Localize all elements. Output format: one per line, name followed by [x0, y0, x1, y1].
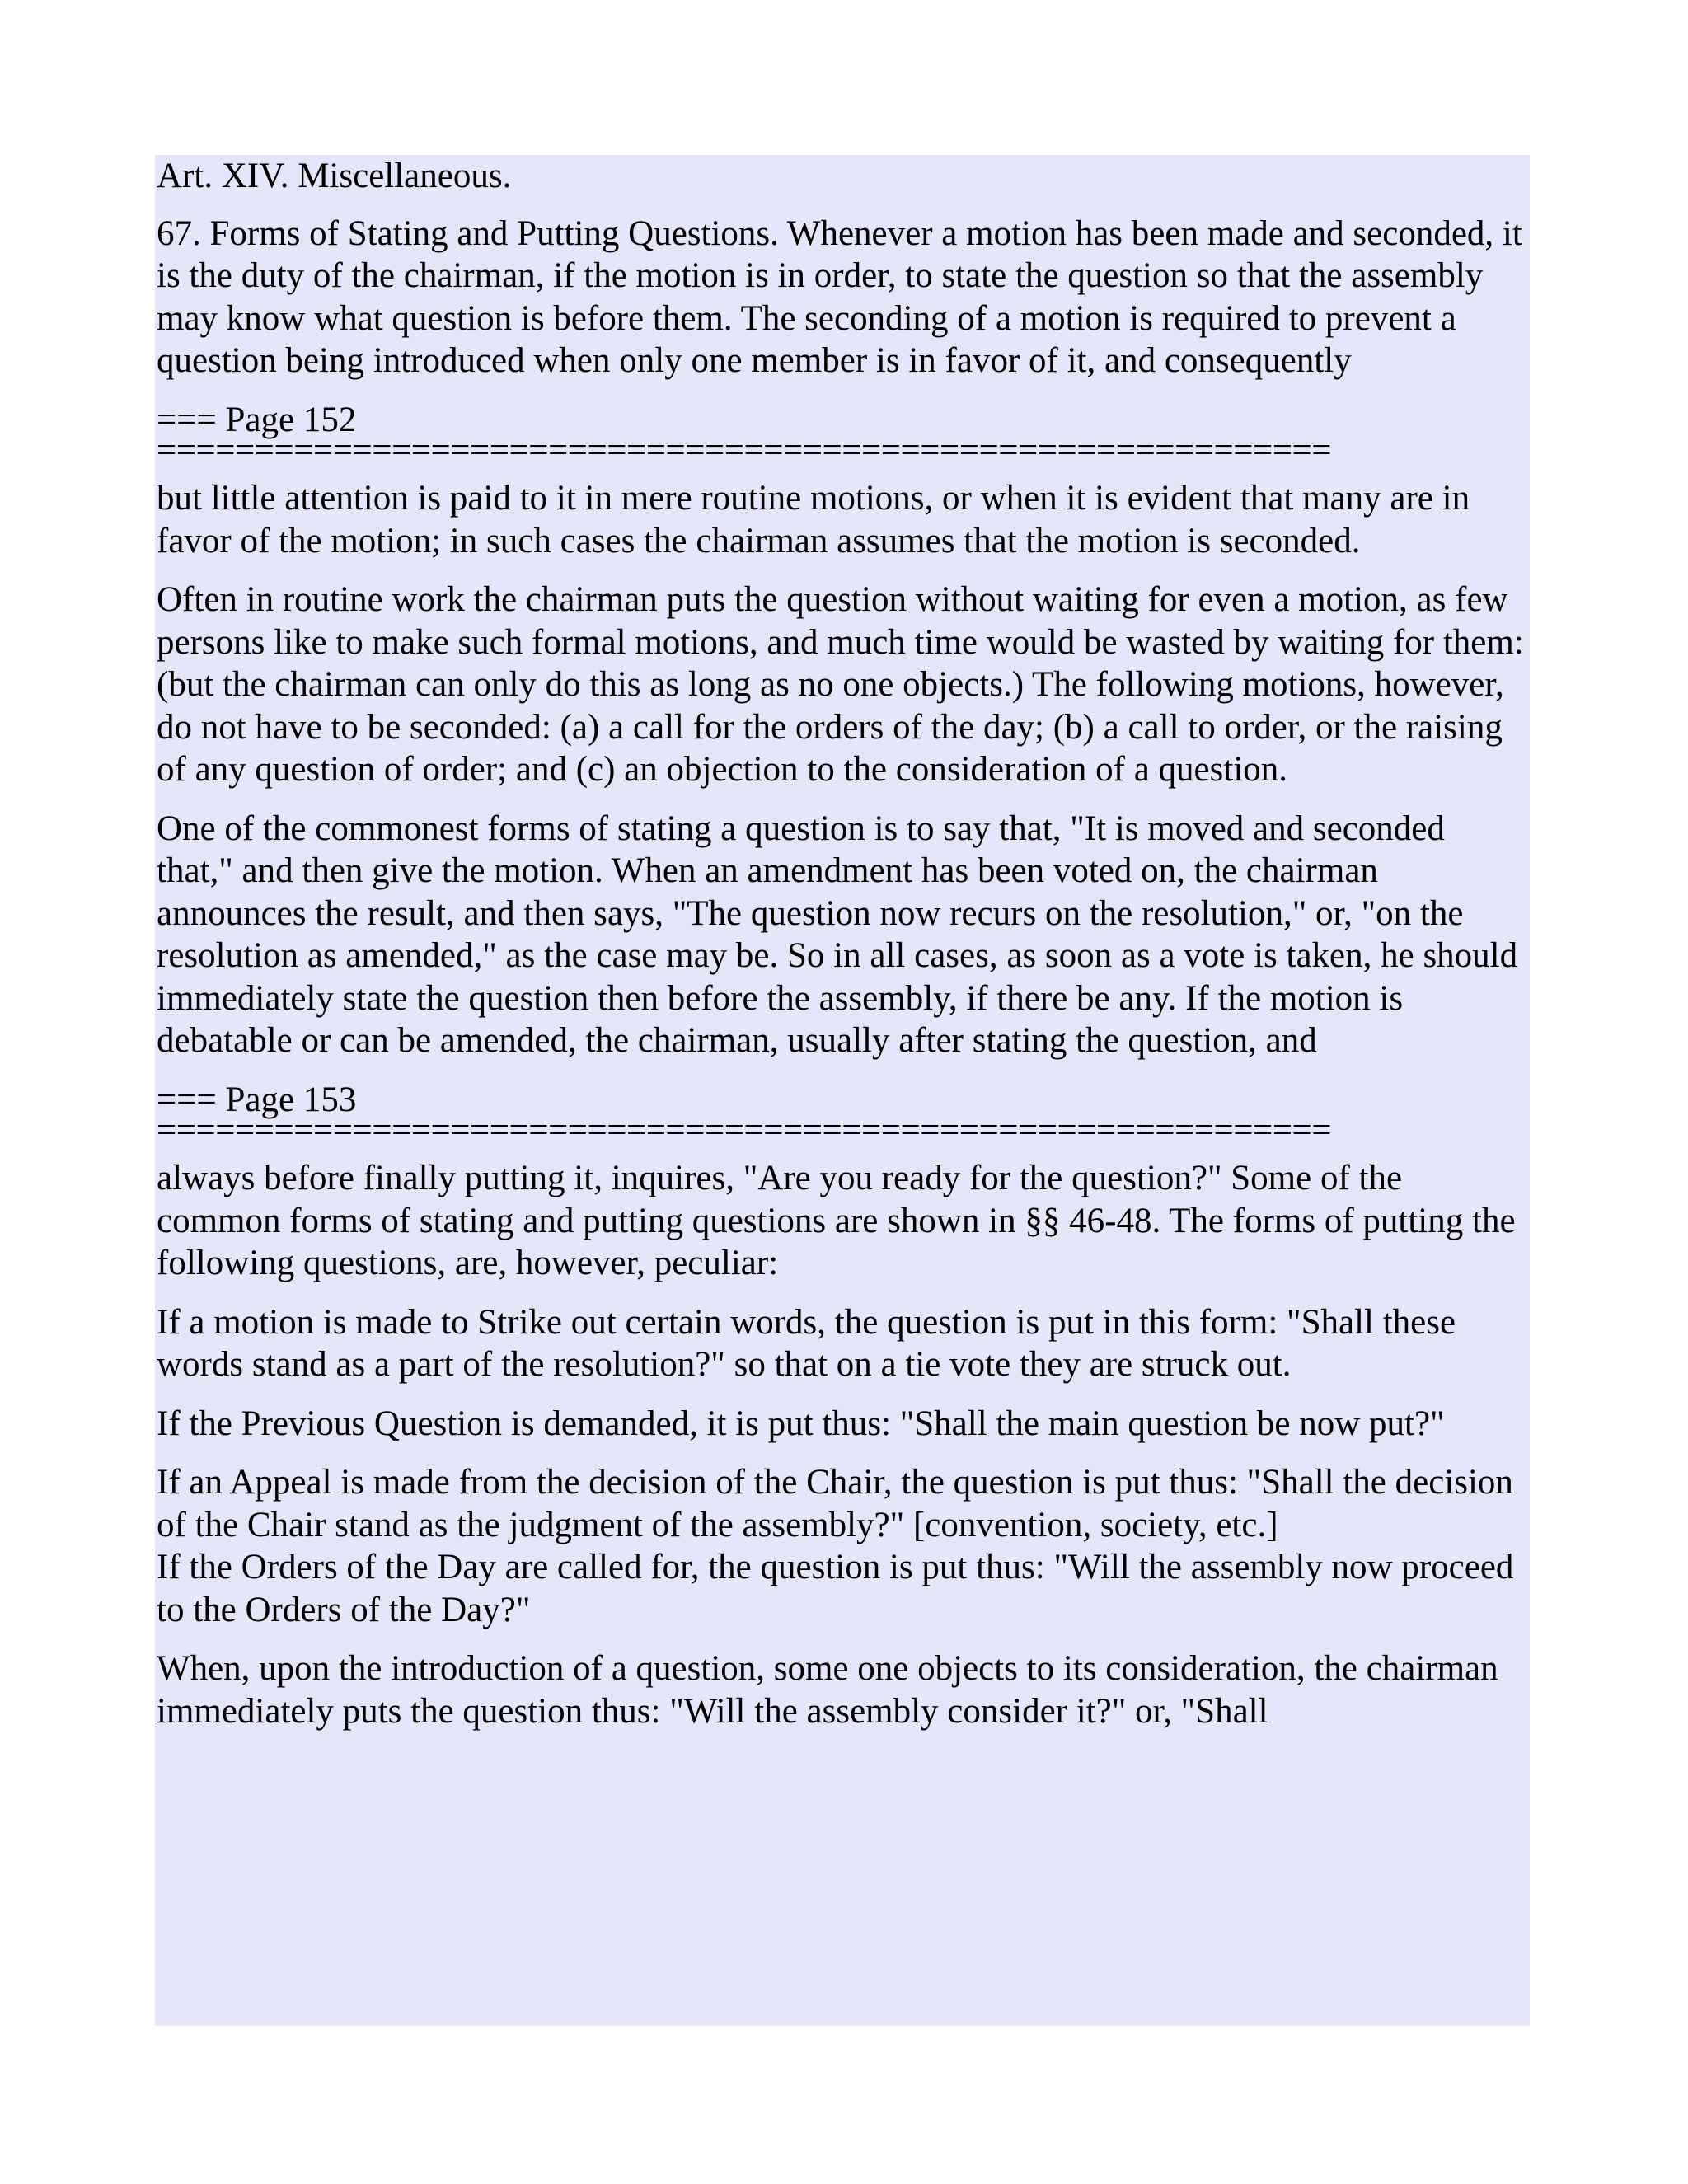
paragraph: Often in routine work the chairman puts the question without waiting for even a motion, as few persons like to make such formal motions, and much time would be wasted by waiting for them: (but the chairman can only do this as long as no one objects.) The following motions, however, do not have to be seconded: (a) a call for the orders of the day; (b) a call to order, or the raising of any question of order; and (c) an objection to the consideration of a question.	[157, 580, 1524, 789]
page-break-rule: ============================================================	[157, 441, 1332, 461]
article-heading: Art. XIV. Miscellaneous.	[157, 157, 512, 195]
page-break-152	[157, 399, 1528, 462]
paragraph: but little attention is paid to it in mere routine motions, or when it is evident that many are in favor of the motion; in such cases the chairman assumes that the motion is seconded.	[157, 479, 1470, 560]
paragraph: If the Previous Question is demanded, it is put thus: "Shall the main question be now put?"	[157, 1404, 1445, 1443]
page-break-rule: ============================================================	[157, 1121, 1332, 1141]
paragraph: If a motion is made to Strike out certain words, the question is put in this form: "Shall these words stand as a part of the resolution?" so that on a tie vote they are struck out.	[157, 1302, 1456, 1384]
page-break-label: === Page 153	[157, 1080, 357, 1119]
page-break-label: === Page 152	[157, 400, 357, 439]
paragraph: 67. Forms of Stating and Putting Questions. Whenever a motion has been made and seconded, it is the duty of the chairman, if the motion is in order, to state the question so that the assembly may know what question is before them. The seconding of a motion is required to prevent a question being introduced when only one member is in favor of it, and consequently	[157, 213, 1522, 380]
paragraph: always before finally putting it, inquires, "Are you ready for the question?" Some of the common forms of stating and putting questions are shown in §§ 46-48. The forms of putting the following questions, are, however, peculiar:	[157, 1159, 1516, 1282]
paragraph: If an Appeal is made from the decision of the Chair, the question is put thus: "Shall the decision of the Chair stand as the judgment of the assembly?" [convention, society, etc.]	[157, 1463, 1513, 1544]
paragraph: When, upon the introduction of a question, some one objects to its consideration, the chairman immediately puts the question thus: "Will the assembly consider it?" or, "Shall	[157, 1649, 1498, 1731]
document-content	[155, 155, 1530, 2026]
paragraph: One of the commonest forms of stating a question is to say that, "It is moved and seconded that," and then give the motion. When an amendment has been voted on, the chairman announces the result, and then says, "The question now recurs on the resolution," or, "on the resolution as amended," as the case may be. So in all cases, as soon as a vote is taken, he should immediately state the question then before the assembly, if there be any. If the motion is debatable or can be amended, the chairman, usually after stating the question, and	[157, 808, 1518, 1060]
paragraph: If the Orders of the Day are called for, the question is put thus: "Will the assembly now proceed to the Orders of the Day?"	[157, 1548, 1514, 1629]
page-break-153	[157, 1079, 1528, 1141]
